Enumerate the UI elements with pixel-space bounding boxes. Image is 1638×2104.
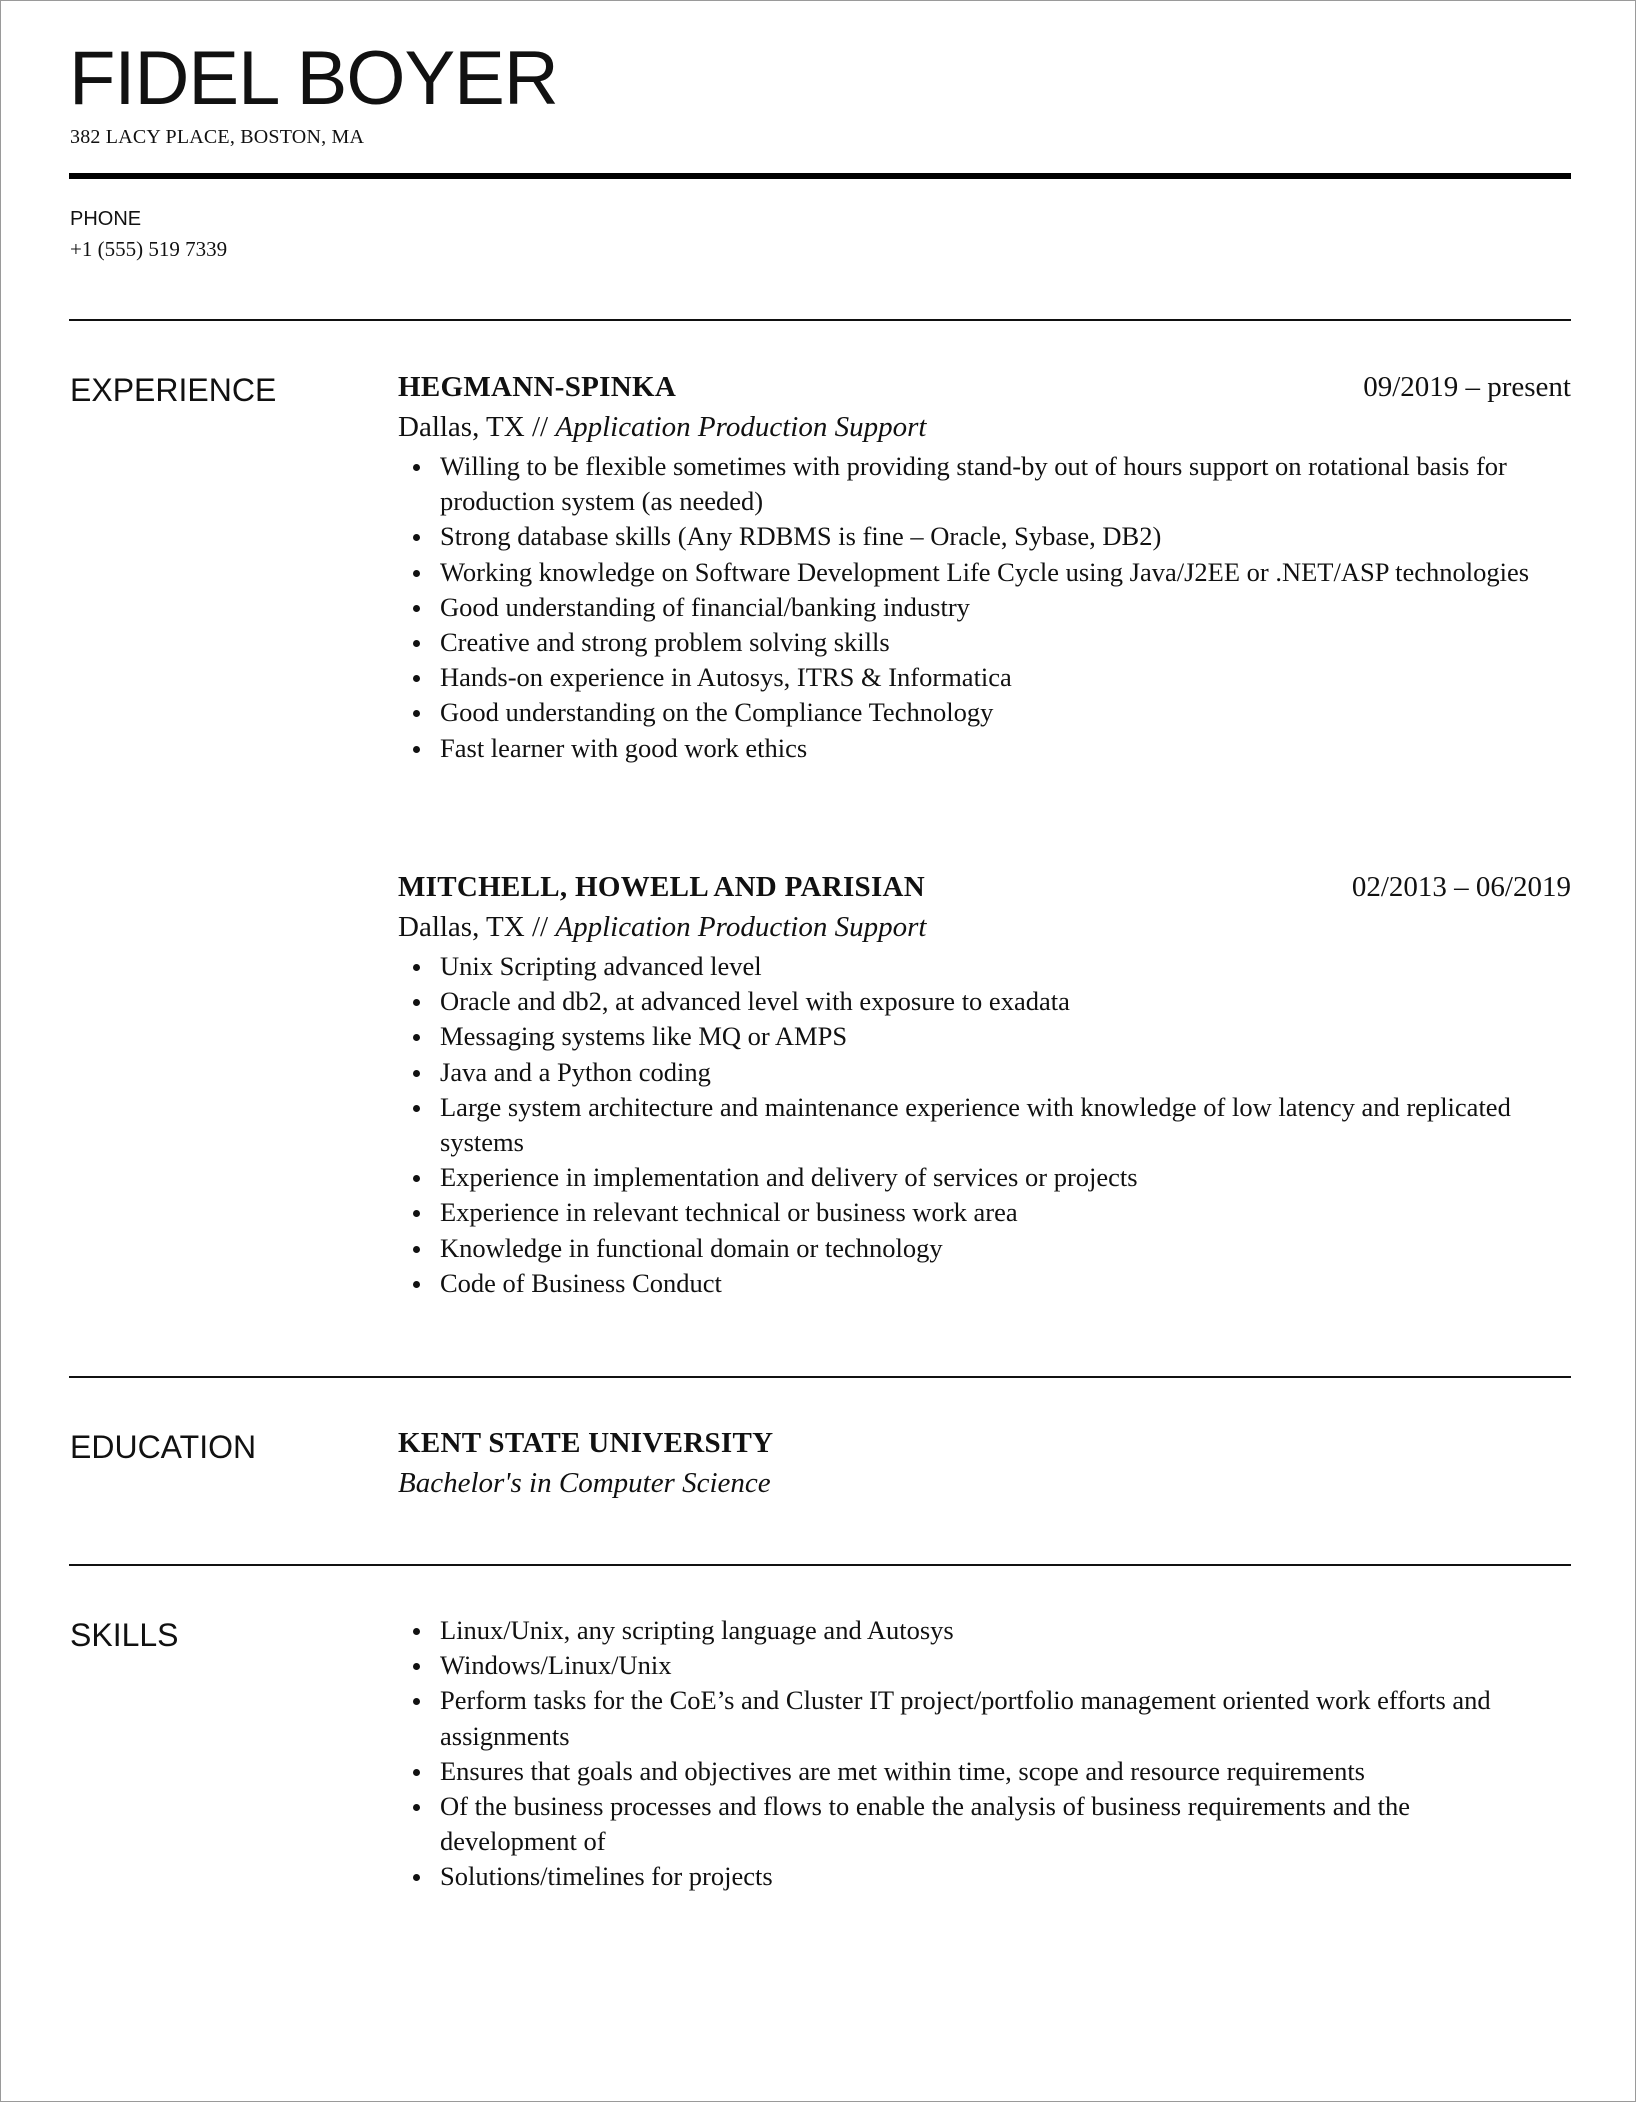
job-header	[398, 869, 1571, 907]
company-name: MITCHELL, HOWELL AND PARISIAN	[398, 871, 926, 903]
section-divider	[69, 1564, 1571, 1566]
job-duties-list	[398, 949, 1571, 1301]
list-item	[398, 1266, 1540, 1301]
job-role: Application Production Support	[555, 911, 927, 943]
bullet-icon	[413, 1034, 420, 1041]
experience-entry	[398, 869, 1571, 1301]
list-item	[398, 1683, 1540, 1753]
list-item	[398, 519, 1540, 554]
education-entry	[398, 1425, 1571, 1501]
bullet-icon	[413, 1281, 420, 1288]
list-item	[398, 1019, 1540, 1054]
header-divider	[69, 173, 1571, 179]
list-item-text: Good understanding on the Compliance Technology	[440, 697, 994, 728]
job-location-role	[398, 409, 1571, 445]
experience-section-title: EXPERIENCE	[70, 372, 277, 408]
list-item-text: Messaging systems like MQ or AMPS	[440, 1021, 848, 1052]
list-item-text: Oracle and db2, at advanced level with exposure to exadata	[440, 986, 1070, 1017]
skills-entry	[398, 1613, 1571, 1895]
list-item	[398, 1859, 1540, 1894]
list-item-text: Knowledge in functional domain or technology	[440, 1232, 943, 1263]
bullet-icon	[413, 964, 420, 971]
section-divider	[69, 319, 1571, 321]
list-item	[398, 984, 1540, 1019]
bullet-icon	[413, 1175, 420, 1182]
list-item-text: Java and a Python coding	[440, 1056, 711, 1087]
education-section-title: EDUCATION	[70, 1429, 257, 1465]
list-item-text: Working knowledge on Software Development Life Cycle using Java/J2EE or .NET/ASP technologies	[440, 556, 1530, 587]
list-item	[398, 590, 1540, 625]
job-header	[398, 369, 1571, 407]
experience-entry	[398, 369, 1571, 766]
list-item-text: Unix Scripting advanced level	[440, 951, 762, 981]
bullet-icon	[413, 1628, 420, 1635]
list-item-text: Good understanding of financial/banking industry	[440, 591, 970, 622]
school-name: KENT STATE UNIVERSITY	[398, 1427, 774, 1459]
bullet-icon	[413, 1105, 420, 1112]
list-item	[398, 1648, 1540, 1683]
company-name: HEGMANN-SPINKA	[398, 371, 677, 403]
job-location: Dallas, TX	[398, 911, 525, 943]
list-item-text: Linux/Unix, any scripting language and Autosys	[440, 1615, 954, 1645]
job-role: Application Production Support	[555, 411, 927, 443]
job-location: Dallas, TX	[398, 411, 525, 443]
list-item	[398, 449, 1540, 519]
list-item	[398, 1160, 1540, 1195]
list-item-text: Large system architecture and maintenance experience with knowledge of low latency and replicated systems	[440, 1091, 1511, 1158]
list-item	[398, 1231, 1540, 1266]
phone-number: +1 (555) 519 7339	[70, 237, 228, 261]
bullet-icon	[413, 1070, 420, 1077]
list-item-text: Willing to be flexible sometimes with providing stand-by out of hours support on rotational basis for production system (as needed)	[440, 451, 1507, 517]
bullet-icon	[413, 1663, 420, 1670]
bullet-icon	[413, 1246, 420, 1253]
list-item	[398, 731, 1540, 766]
list-item-text: Of the business processes and flows to enable the analysis of business requirements and the development of	[440, 1791, 1410, 1857]
bullet-icon	[413, 1804, 420, 1811]
job-duties-list	[398, 449, 1571, 766]
job-location-role	[398, 909, 1571, 945]
list-item	[398, 1789, 1540, 1859]
candidate-address: 382 LACY PLACE, BOSTON, MA	[70, 126, 365, 148]
bullet-icon	[413, 1698, 420, 1705]
list-item-text: Code of Business Conduct	[440, 1267, 722, 1298]
list-item	[398, 949, 1540, 984]
bullet-icon	[413, 464, 420, 471]
list-item	[398, 1195, 1540, 1230]
bullet-icon	[413, 640, 420, 647]
bullet-icon	[413, 605, 420, 612]
list-item-text: Solutions/timelines for projects	[440, 1861, 773, 1892]
bullet-icon	[413, 534, 420, 541]
candidate-name: FIDEL BOYER	[69, 36, 558, 121]
job-dates: 09/2019 – present	[1363, 371, 1571, 403]
list-item-text: Windows/Linux/Unix	[440, 1650, 672, 1681]
list-item	[398, 1055, 1540, 1090]
bullet-icon	[413, 999, 420, 1006]
list-item	[398, 555, 1540, 590]
degree: Bachelor's in Computer Science	[398, 1467, 771, 1499]
bullet-icon	[413, 710, 420, 717]
separator: //	[524, 911, 556, 943]
list-item	[398, 660, 1540, 695]
bullet-icon	[413, 1210, 420, 1217]
bullet-icon	[413, 1769, 420, 1776]
skills-section-title: SKILLS	[70, 1617, 179, 1653]
list-item-text: Hands-on experience in Autosys, ITRS & Informatica	[440, 662, 1012, 693]
phone-label: PHONE	[70, 208, 142, 230]
list-item-text: Strong database skills (Any RDBMS is fine – Oracle, Sybase, DB2)	[440, 521, 1162, 552]
list-item	[398, 1613, 1540, 1648]
bullet-icon	[413, 746, 420, 753]
list-item	[398, 625, 1540, 660]
section-divider	[69, 1376, 1571, 1378]
bullet-icon	[413, 1874, 420, 1881]
list-item-text: Experience in relevant technical or business work area	[440, 1197, 1018, 1228]
job-dates: 02/2013 – 06/2019	[1351, 871, 1571, 903]
list-item-text: Perform tasks for the CoE’s and Cluster IT project/portfolio management oriented work efforts and assignments	[440, 1685, 1491, 1751]
skills-list	[398, 1613, 1571, 1895]
list-item	[398, 1754, 1540, 1789]
list-item-text: Fast learner with good work ethics	[440, 732, 808, 763]
list-item-text: Ensures that goals and objectives are met within time, scope and resource requirements	[440, 1755, 1365, 1786]
bullet-icon	[413, 675, 420, 682]
list-item-text: Experience in implementation and delivery of services or projects	[440, 1162, 1138, 1193]
list-item	[398, 695, 1540, 730]
list-item-text: Creative and strong problem solving skills	[440, 627, 890, 658]
bullet-icon	[413, 570, 420, 577]
separator: //	[524, 411, 556, 443]
list-item	[398, 1090, 1540, 1160]
